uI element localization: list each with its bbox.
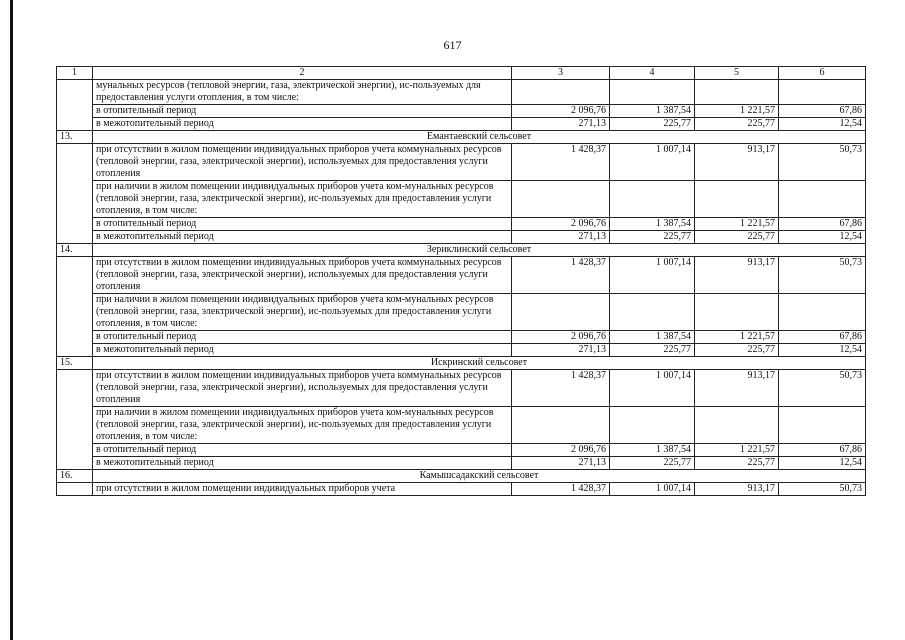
table-row [57,370,866,407]
column-header: 6 [779,67,866,80]
value-cell: 1 221,57 [695,444,779,457]
num-cell [57,370,93,470]
column-header: 5 [695,67,779,80]
value-cell: 67,86 [779,444,866,457]
value-cell: 50,73 [779,483,866,496]
value-cell: 2 096,76 [512,331,610,344]
row-description: при наличии в жилом помещении индивидуальных приборов учета ком-мунальных ресурсов (тепловой энергии, газа, электрической энергии), ис-пользуемых для предоставления услуги отопления, в том числе: [93,181,512,218]
value-cell: 1 428,37 [512,144,610,181]
value-cell: 225,77 [610,118,695,131]
table-row [57,483,866,496]
value-cell: 1 007,14 [610,144,695,181]
section-title: Зериклинский сельсовет [93,244,866,257]
section-header-row [57,357,866,370]
row-label: в отопительный период [93,105,512,118]
value-cell: 1 387,54 [610,331,695,344]
section-number: 16. [57,470,93,483]
section-number: 14. [57,244,93,257]
column-header: 3 [512,67,610,80]
value-cell: 12,54 [779,344,866,357]
num-cell [57,257,93,357]
value-cell: 2 096,76 [512,105,610,118]
value-cell: 913,17 [695,257,779,294]
value-cell: 1 428,37 [512,483,610,496]
section-title: Емантаевский сельсовет [93,131,866,144]
row-description: при отсутствии в жилом помещении индивидуальных приборов учета [93,483,512,496]
table-row [57,294,866,331]
column-header: 2 [93,67,512,80]
tariff-table [56,66,866,496]
value-cell: 1 387,54 [610,444,695,457]
value-cell: 1 007,14 [610,257,695,294]
value-cell: 225,77 [610,457,695,470]
section-number: 13. [57,131,93,144]
column-header: 1 [57,67,93,80]
table-row [57,344,866,357]
row-description: при отсутствии в жилом помещении индивидуальных приборов учета коммунальных ресурсов (тепловой энергии, газа, электрической энергии), используемых для предоставления услуги отопления [93,370,512,407]
header-row [57,67,866,80]
table-row [57,118,866,131]
value-cell: 1 428,37 [512,370,610,407]
num-cell [57,483,93,496]
table-row [57,231,866,244]
table-row [57,407,866,444]
section-header-row [57,470,866,483]
row-label: в межотопительный период [93,457,512,470]
value-cell: 1 221,57 [695,331,779,344]
column-header: 4 [610,67,695,80]
value-cell: 913,17 [695,144,779,181]
value-cell: 1 221,57 [695,218,779,231]
section-header-row [57,244,866,257]
value-cell: 1 428,37 [512,257,610,294]
row-label: в отопительный период [93,331,512,344]
value-cell: 271,13 [512,457,610,470]
table-row [57,218,866,231]
table-row [57,331,866,344]
row-label: в отопительный период [93,218,512,231]
row-description: при отсутствии в жилом помещении индивидуальных приборов учета коммунальных ресурсов (тепловой энергии, газа, электрической энергии), используемых для предоставления услуги отопления [93,257,512,294]
page-number: 617 [443,38,462,52]
row-label: в межотопительный период [93,118,512,131]
scan-speck: · [513,601,515,607]
value-cell: 12,54 [779,457,866,470]
value-cell: 1 387,54 [610,105,695,118]
value-cell: 50,73 [779,257,866,294]
value-cell: 913,17 [695,483,779,496]
value-cell: 225,77 [610,231,695,244]
value-cell: 1 387,54 [610,218,695,231]
row-description: мунальных ресурсов (тепловой энергии, газа, электрической энергии), ис-пользуемых для предоставления услуги отопления, в том числе: [93,80,512,105]
value-cell: 50,73 [779,370,866,407]
value-cell: 1 221,57 [695,105,779,118]
value-cell: 12,54 [779,118,866,131]
value-cell: 225,77 [610,344,695,357]
page-edge-bar [10,0,13,640]
value-cell: 225,77 [695,344,779,357]
table-row [57,444,866,457]
section-number: 15. [57,357,93,370]
table-row [57,257,866,294]
table-row [57,457,866,470]
section-header-row [57,131,866,144]
table-row [57,181,866,218]
value-cell: 2 096,76 [512,444,610,457]
table-row [57,80,866,105]
num-cell [57,80,93,131]
row-label: в межотопительный период [93,344,512,357]
value-cell: 225,77 [695,231,779,244]
value-cell: 67,86 [779,331,866,344]
table-row [57,105,866,118]
value-cell: 271,13 [512,231,610,244]
value-cell: 1 007,14 [610,370,695,407]
row-label: в межотопительный период [93,231,512,244]
value-cell: 2 096,76 [512,218,610,231]
row-description: при наличии в жилом помещении индивидуальных приборов учета ком-мунальных ресурсов (тепловой энергии, газа, электрической энергии), ис-пользуемых для предоставления услуги отопления, в том числе: [93,294,512,331]
value-cell: 12,54 [779,231,866,244]
row-description: при отсутствии в жилом помещении индивидуальных приборов учета коммунальных ресурсов (тепловой энергии, газа, электрической энергии), используемых для предоставления услуги отопления [93,144,512,181]
value-cell: 225,77 [695,457,779,470]
value-cell: 67,86 [779,218,866,231]
section-title: Камышсадакский сельсовет [93,470,866,483]
section-title: Искринский сельсовет [93,357,866,370]
value-cell: 271,13 [512,344,610,357]
row-label: в отопительный период [93,444,512,457]
value-cell: 50,73 [779,144,866,181]
table-row [57,144,866,181]
value-cell: 913,17 [695,370,779,407]
value-cell: 67,86 [779,105,866,118]
value-cell: 225,77 [695,118,779,131]
value-cell: 1 007,14 [610,483,695,496]
value-cell: 271,13 [512,118,610,131]
num-cell [57,144,93,244]
row-description: при наличии в жилом помещении индивидуальных приборов учета ком-мунальных ресурсов (тепловой энергии, газа, электрической энергии), ис-пользуемых для предоставления услуги отопления, в том числе: [93,407,512,444]
